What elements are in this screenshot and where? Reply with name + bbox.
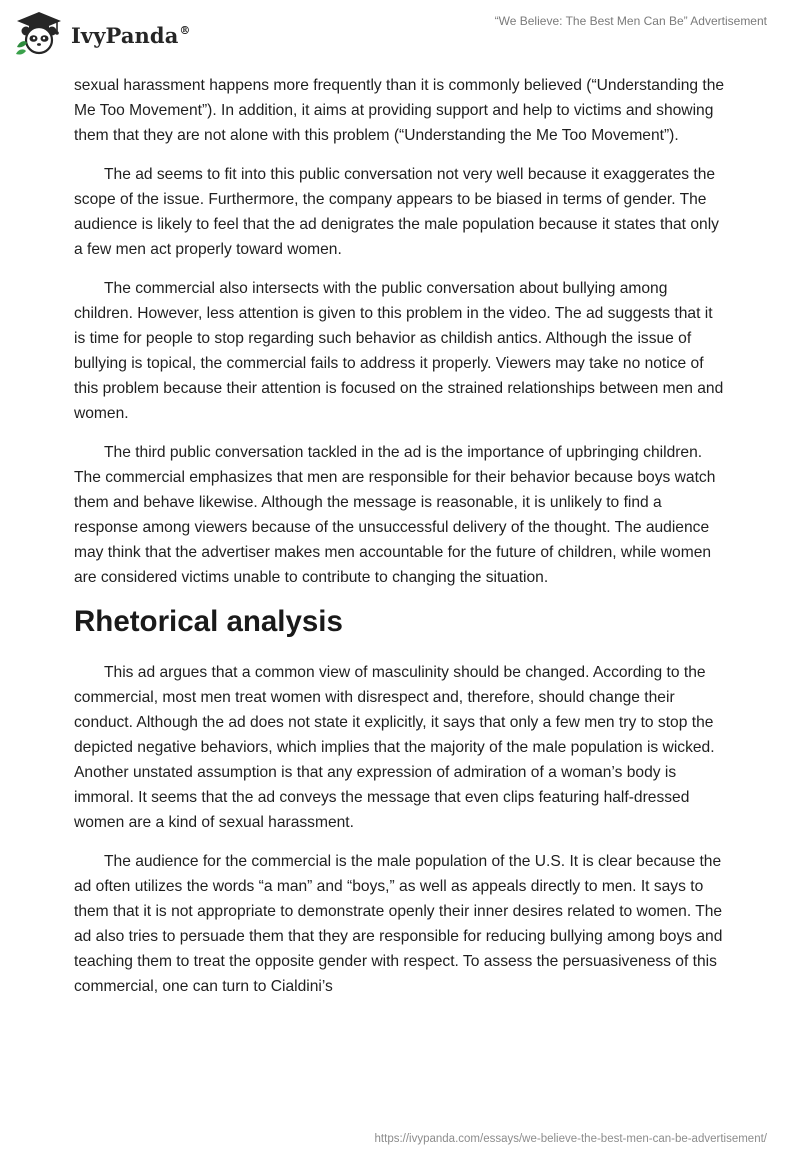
source-url[interactable]: https://ivypanda.com/essays/we-believe-the-best-men-can-be-advertisement/ [374,1133,767,1145]
paragraph: The commercial also intersects with the public conversation about bullying among children. However, less attention is given to this problem in the video. The ad suggests that it is time for people to stop regarding such behavior as childish antics. Although the issue of bullying is topical, the commercial fails to address it properly. Viewers may take no notice of this problem because their attention is focused on the strained relationships between men and women. [74,280,724,422]
ivypanda-logo[interactable] [14,10,191,56]
section-heading: Rhetorical analysis [74,605,343,638]
paragraph: The third public conversation tackled in the ad is the importance of upbringing children. The commercial emphasizes that men are responsible for their behavior because boys watch them and behave likewise. Although the message is reasonable, it is unlikely to find a response among viewers because of the unsuccessful delivery of the thought. The audience may think that the advertiser makes men accountable for the future of children, while women are considered victims unable to contribute to changing the situation. [74,444,716,586]
paragraph-continued: sexual harassment happens more frequently than it is commonly believed (“Understanding the Me Too Movement”). In addition, it aims at providing support and help to victims and showing them that they are not alone with this problem (“Understanding the Me Too Movement”). [74,77,725,144]
brand-name-text: IvyPanda [71,22,179,48]
registered-mark: ® [179,23,191,37]
document-title: “We Believe: The Best Men Can Be” Advertisement [494,14,767,28]
paragraph: This ad argues that a common view of masculinity should be changed. According to the commercial, most men treat women with disrespect and, therefore, should change their conduct. Although the ad does not state it explicitly, it says that only a few men try to stop the depicted negative behaviors, which implies that the majority of the male population is wicked. Another unstated assumption is that any expression of admiration of a woman’s body is immoral. It seems that the ad conveys the message that even clips featuring half-dressed women are a kind of sexual harassment. [74,664,715,831]
brand-name [71,23,191,48]
essay-body [74,73,726,1013]
page-header [0,0,800,62]
paragraph: The audience for the commercial is the male population of the U.S. It is clear because the ad often utilizes the words “a man” and “boys,” as well as appeals directly to men. It says to them that it is not appropriate to demonstrate openly their inner desires related to women. The ad also tries to persuade them that they are responsible for reducing bullying among boys and teaching them to treat the opposite gender with respect. To assess the persuasiveness of this commercial, one can turn to Cialdini’s [74,853,723,995]
paragraph: The ad seems to fit into this public conversation not very well because it exaggerates the scope of the issue. Furthermore, the company appears to be biased in terms of gender. The audience is likely to feel that the ad denigrates the male population because it states that only a few men act properly toward women. [74,166,719,258]
panda-graduation-cap-icon [14,10,64,56]
